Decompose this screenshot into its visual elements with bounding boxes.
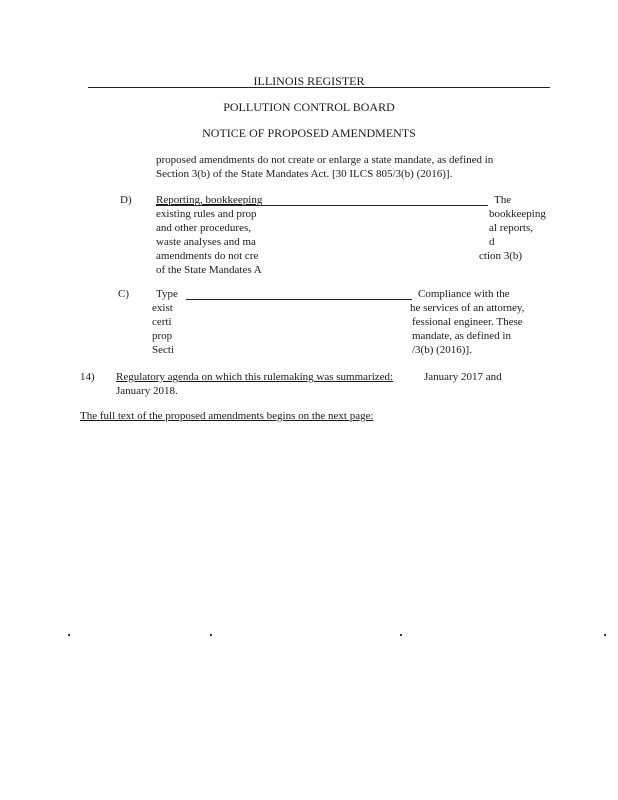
item-14-label: Regulatory agenda on which this rulemaking was summarized:	[116, 371, 394, 383]
item-c-right-line: he services of an attorney,	[410, 302, 525, 314]
item-d-left-line: of the State Mandates A	[156, 264, 262, 276]
item-d-heading-rule	[156, 205, 488, 206]
item-c-left-line: exist	[152, 302, 173, 314]
item-c-label: C)	[118, 288, 129, 300]
item-d-right-line: bookkeeping	[489, 208, 546, 220]
header-rule	[88, 87, 550, 88]
item-c-right-line: mandate, as defined in	[412, 330, 511, 342]
intro-line-2: Section 3(b) of the State Mandates Act. [30 ILCS 805/3(b) (2016)].	[156, 168, 453, 180]
item-14-number: 14)	[80, 371, 95, 383]
item-d-label: D)	[120, 194, 132, 206]
agency-title: POLLUTION CONTROL BOARD	[223, 100, 395, 114]
item-c-left-line: Secti	[152, 344, 174, 356]
item-d-left-line: amendments do not cre	[156, 250, 259, 262]
item-d-right-line: d	[489, 236, 495, 248]
full-text-note: The full text of the proposed amendments begins on the next page:	[80, 410, 374, 422]
intro-line-1: proposed amendments do not create or enlarge a state mandate, as defined in	[156, 154, 494, 166]
item-d-right-line: al reports,	[489, 222, 533, 234]
notice-title: NOTICE OF PROPOSED AMENDMENTS	[202, 126, 416, 140]
item-14-value-cont: January 2018.	[116, 385, 178, 397]
register-title: ILLINOIS REGISTER	[253, 74, 365, 88]
item-d-line1-right: The	[494, 194, 512, 206]
item-d-heading: Reporting, bookkeeping	[156, 194, 263, 206]
item-d-right-line: ction 3(b)	[479, 250, 523, 262]
item-c-right-line: /3(b) (2016)].	[412, 344, 472, 356]
item-c-heading-rule	[186, 299, 412, 300]
item-d-left-line: waste analyses and ma	[156, 236, 256, 248]
scan-speck	[210, 634, 212, 636]
item-d-left-line: existing rules and prop	[156, 208, 257, 220]
item-c-line1-right: Compliance with the	[418, 288, 510, 300]
scan-speck	[68, 634, 70, 636]
scan-speck	[400, 634, 402, 636]
scan-speck	[604, 634, 606, 636]
item-d-left-line: and other procedures,	[156, 222, 251, 234]
item-c-left-line: prop	[152, 330, 173, 342]
item-14-value: January 2017 and	[424, 371, 502, 383]
item-c-heading: Type	[156, 288, 178, 300]
item-c-right-line: fessional engineer. These	[412, 316, 523, 328]
item-c-left-line: certi	[152, 316, 172, 328]
